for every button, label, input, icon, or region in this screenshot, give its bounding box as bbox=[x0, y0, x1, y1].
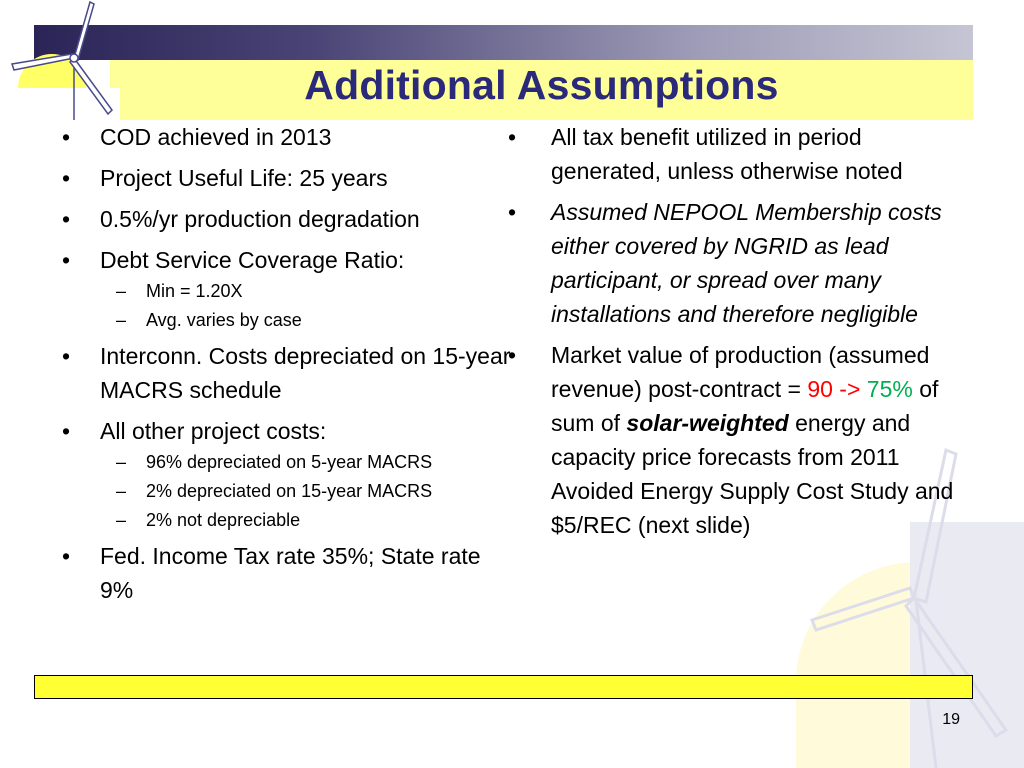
emphasis-text: solar-weighted bbox=[626, 410, 789, 436]
bullet-icon: • bbox=[62, 543, 71, 569]
header-gradient-bar bbox=[34, 25, 973, 60]
sub-list-item: – 2% depreciated on 15-year MACRS bbox=[116, 481, 433, 501]
bullet-icon: • bbox=[62, 165, 71, 191]
new-value: 75% bbox=[866, 376, 913, 402]
sub-list-item: – Min = 1.20X bbox=[116, 281, 243, 301]
left-bullet-list bbox=[62, 120, 512, 607]
sub-list-item: – 96% depreciated on 5-year MACRS bbox=[116, 452, 433, 472]
list-item: • Debt Service Coverage Ratio: – Min = 1.20X – Avg. varies by case bbox=[62, 243, 512, 332]
bullet-icon: • bbox=[62, 418, 71, 444]
slide-title: Additional Assumptions bbox=[304, 62, 779, 108]
bullet-icon: • bbox=[508, 342, 517, 368]
list-item: • Interconn. Costs depreciated on 15-year MACRS schedule bbox=[62, 339, 512, 407]
list-item: • All other project costs: – 96% depreciated on 5-year MACRS – 2% depreciated on 15-year MACRS – 2% not depreciable bbox=[62, 414, 512, 532]
list-item: • Market value of production (assumed revenue) post-contract = 90 -> 75% of sum of solar-weighted energy and capacity price forecasts from 2011 Avoided Energy Supply Cost Study and $5/REC (next slide) bbox=[508, 338, 978, 542]
sub-list bbox=[100, 450, 512, 532]
bullet-icon: • bbox=[62, 343, 71, 369]
bullet-icon: • bbox=[62, 247, 71, 273]
sub-list bbox=[100, 279, 512, 332]
left-column bbox=[62, 120, 512, 614]
old-value: 90 -> bbox=[807, 376, 861, 402]
right-bullet-list bbox=[508, 120, 978, 542]
list-item: • COD achieved in 2013 bbox=[62, 120, 512, 154]
bullet-icon: • bbox=[62, 206, 71, 232]
footer-bar bbox=[34, 675, 973, 699]
bullet-icon: • bbox=[508, 199, 517, 225]
right-column bbox=[508, 120, 978, 549]
bullet-icon: • bbox=[508, 124, 517, 150]
list-item: • Assumed NEPOOL Membership costs either covered by NGRID as lead participant, or spread over many installations and therefore negligible bbox=[508, 195, 978, 331]
list-item: • Fed. Income Tax rate 35%; State rate 9% bbox=[62, 539, 512, 607]
windmill-logo-icon bbox=[0, 0, 120, 120]
page-number: 19 bbox=[942, 711, 960, 728]
bullet-icon: • bbox=[62, 124, 71, 150]
list-item: • All tax benefit utilized in period generated, unless otherwise noted bbox=[508, 120, 978, 188]
list-item: • Project Useful Life: 25 years bbox=[62, 161, 512, 195]
sub-list-item: – Avg. varies by case bbox=[116, 310, 302, 330]
list-item: • 0.5%/yr production degradation bbox=[62, 202, 512, 236]
sub-list-item: – 2% not depreciable bbox=[116, 510, 301, 530]
